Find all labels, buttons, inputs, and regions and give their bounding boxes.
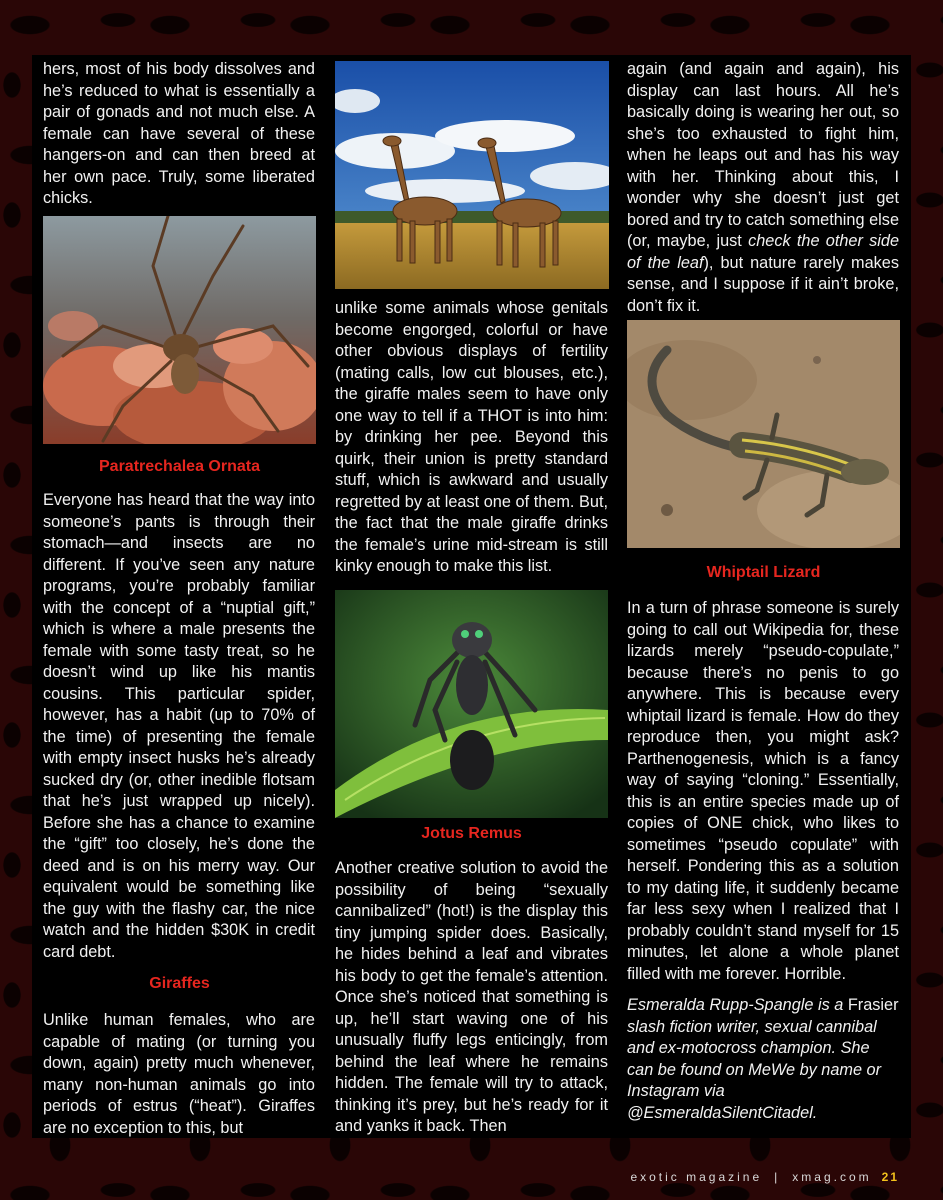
jumping-spider-caption: Jotus Remus [421,825,522,842]
site-link[interactable]: xmag.com [792,1170,872,1184]
jumping-spider-photo [335,590,608,818]
magazine-name: exotic magazine [630,1170,763,1184]
nuptial-gift-paragraph: Everyone has heard that the way into someone’s pants is through their stomach—and insects are no different. If you’ve seen any nature programs, you’re probably familiar with the concept of a “nuptial gift,” which is where a male presents the female with some tasty treat, so he doesn’t wind up like his mantis cousins. This particular spider, however, has a habit (up to 70% of the time) of presenting the female with empty insect husks he’s already sucked dry (or, other inedible flotsam that he’s just wrapped up nicely). Before she has a chance to examine the “gift” too closely, he’s done the deed and is on his merry way. Our equivalent would be something like the guy with the flashy car, the nice watch and the hidden $30K in credit card debt. [43,491,315,961]
author-bio: Esmeralda Rupp-Spangle is a Frasier slash fiction writer, sexual cannibal and ex-motocross champion. She can be found on MeWe by name or Instagram via @EsmeraldaSilentCitadel. [627,996,899,1122]
intro-paragraph: hers, most of his body dissolves and he’s reduced to what is essentially a pair of gonads and not much else. A female can have several of these hangers-on and can then breed at her own pace. Truly, some liberated chicks. [43,60,315,207]
jotus-paragraph: Another creative solution to avoid the possibility of being “sexually cannibalized” (hot!) is the display this tiny jumping spider does. Basically, he hides behind a leaf and vibrates his body to get the female’s attention. Once she’s noticed that something is up, he’ll start waving one of his unusually fluffy legs enticingly, from behind the leaf where he remains hidden. The female will try to attack, thinking it’s prey, but he’s ready for it and yanks it back. Then [335,859,608,1135]
giraffes-heading: Giraffes [149,975,210,992]
giraffes-paragraph: Unlike human females, who are capable of mating (or turning you down, again) pretty much whenever, many non-human animals go into periods of estrus (“heat”). Giraffes are no exception to this, but [43,1011,315,1137]
spider-caption: Paratrechalea Ornata [99,458,260,475]
page-footer [630,1170,899,1184]
lizard-photo [627,320,900,548]
spider-photo [43,216,316,444]
page-number: 21 [881,1170,899,1184]
giraffe-continued-paragraph: unlike some animals whose genitals become engorged, colorful or have other obvious displays of fertility (mating calls, low cut blouses, etc.), the giraffe males seem to have only one way to tell if a THOT is into him: by drinking her pee. Beyond this quirk, their union is pretty standard stuff, which is awkward and usually regretted by at least one of them. But, the fact that the male giraffe drinks the female’s urine mid-stream is still kinky enough to make this list. [335,299,608,575]
whiptail-paragraph: In a turn of phrase someone is surely going to call out Wikipedia for, these lizards merely “pseudo-copulate,” because there’s no penis to go anywhere. This is because every whiptail lizard is female. How do they reproduce then, you might ask? Parthenogenesis, which is a fancy way of saying “cloning.” Essentially, this is an entire species made up of copies of ONE chick, who likes to sometimes “pseudo copulate” with herself. Pondering this as a solution to my dating life, it suddenly became far less sexy when I realized that I probably couldn’t stand myself for 15 minutes, let alone a whole planet filled with me forever. Horrible. [627,599,899,983]
giraffes-photo [335,61,609,289]
display-continued-paragraph: again (and again and again), his display can last hours. All he’s basically doing is wearing her out, so she’s too exhausted to fight him, when he leaps out and has his way with her. Thinking about this, I wonder why she doesn’t just get bored and try to catch something else (or, maybe, just check the other side of the leaf), but nature rarely makes sense, and I suppose if it ain’t broke, don’t fix it. [627,60,900,315]
lizard-caption: Whiptail Lizard [706,564,821,581]
footer-separator: | [774,1170,781,1184]
